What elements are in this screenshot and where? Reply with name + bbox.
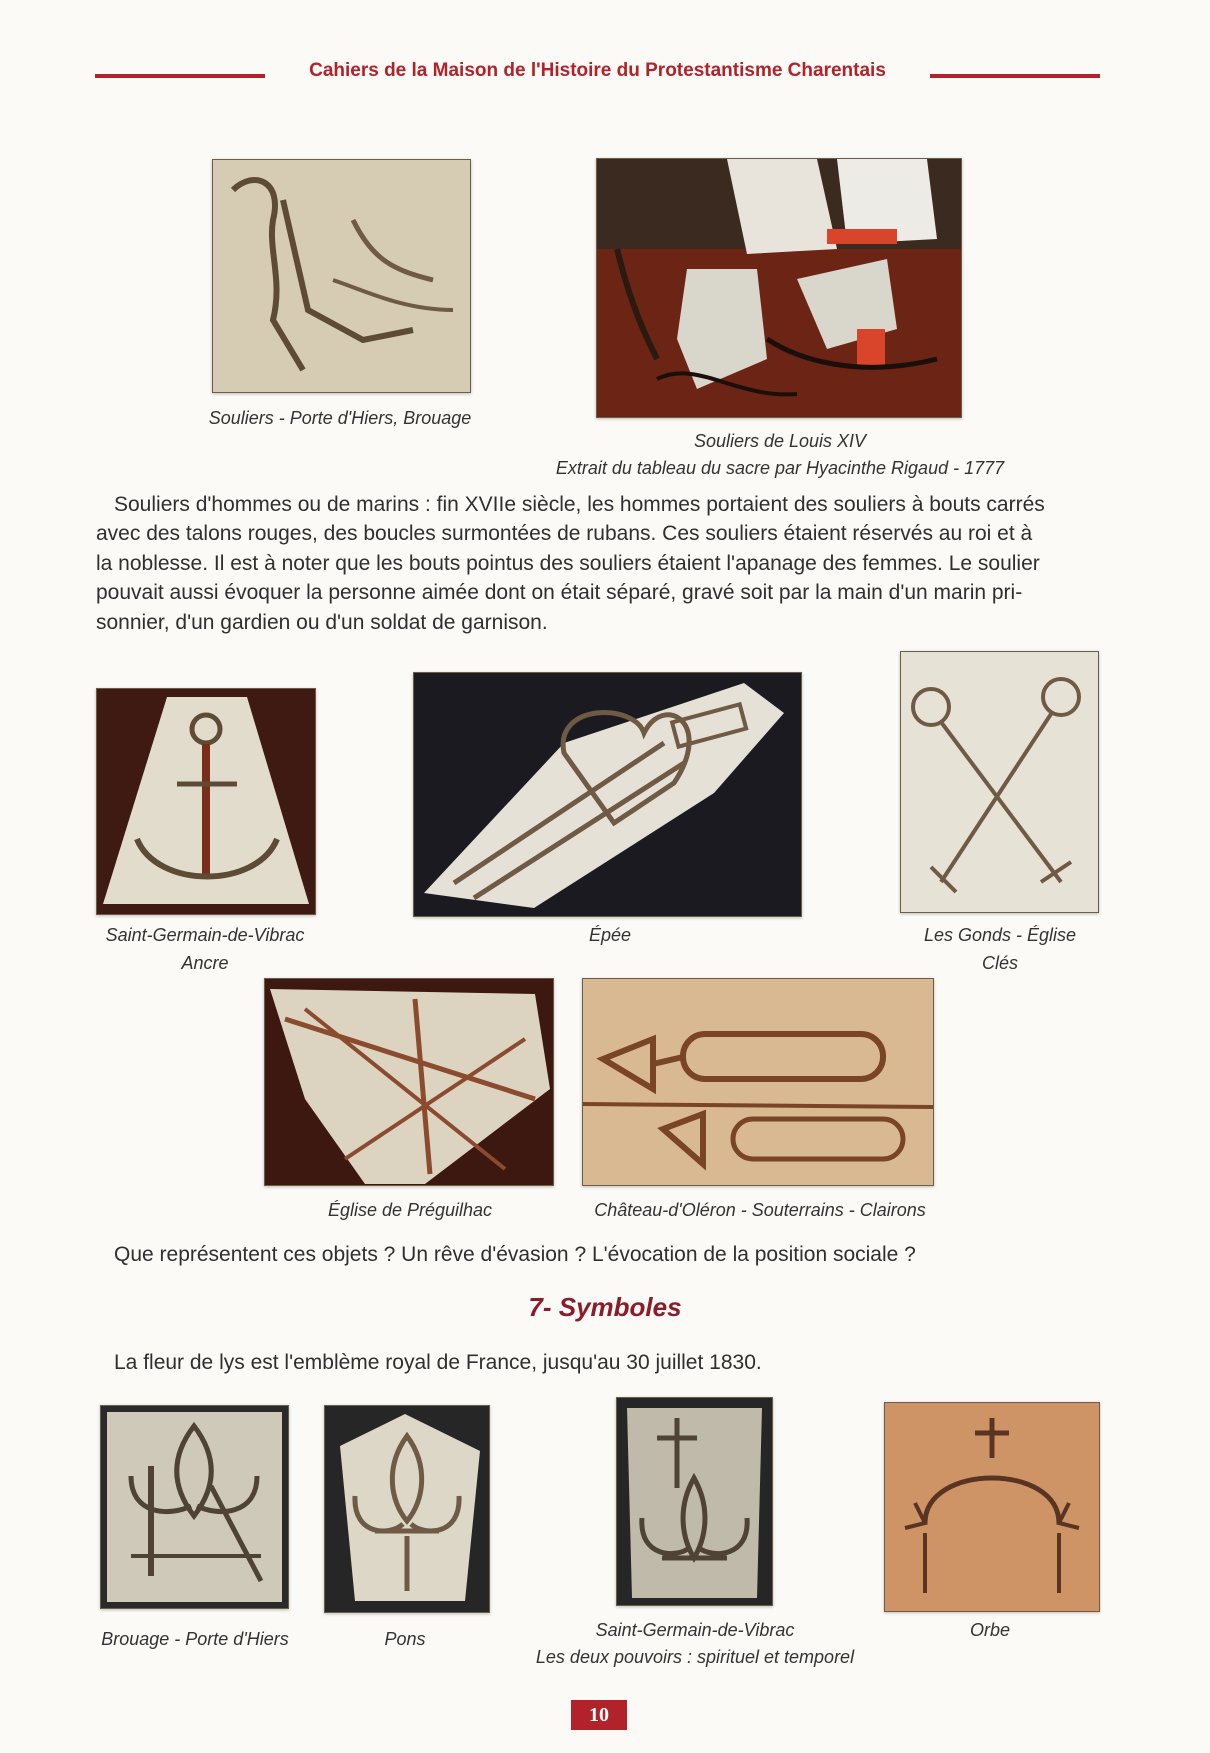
engraving-orb — [885, 1403, 1099, 1611]
paragraph-shoes-line2: avec des talons rouges, des boucles surmontées de rubans. Ces souliers étaient réservés au roi et à — [96, 522, 1033, 545]
caption-anchor-line1: Saint-Germain-de-Vibrac — [105, 925, 305, 945]
header-title — [95, 60, 1100, 82]
paragraph-lys: La fleur de lys est l'emblème royal de France, jusqu'au 30 juillet 1830. — [114, 1351, 762, 1374]
caption-anchor-line2: Ancre — [181, 953, 229, 973]
caption-orbe: Orbe — [969, 1620, 1011, 1640]
photo-brouage-lys — [100, 1405, 289, 1609]
engraving-lys-pons — [325, 1406, 489, 1612]
engraving-anchor — [97, 689, 315, 914]
caption-louis-line1: Souliers de Louis XIV — [693, 431, 867, 451]
photo-pons-lys — [324, 1405, 490, 1613]
caption-vibrac-line1: Saint-Germain-de-Vibrac — [595, 1620, 795, 1640]
engraving-trumpets — [583, 979, 933, 1185]
photo-souliers-brouage — [212, 159, 471, 393]
photo-ancre — [96, 688, 316, 915]
caption-keys-line2: Clés — [981, 953, 1018, 973]
running-header — [95, 58, 1100, 88]
section-title: 7- Symboles — [528, 1292, 682, 1322]
page-number: 10 — [571, 1700, 627, 1730]
painting-shoes — [597, 159, 961, 417]
photo-souliers-louis-xiv — [596, 158, 962, 418]
engraving-sword — [414, 673, 801, 916]
caption-pons: Pons — [384, 1629, 426, 1649]
caption-preguilhac: Église de Préguilhac — [327, 1200, 493, 1220]
caption-louis-line2: Extrait du tableau du sacre par Hyacinthe Rigaud - 1777 — [555, 458, 1005, 478]
photo-cles — [900, 651, 1099, 913]
engraving-lys-vibrac — [617, 1398, 772, 1605]
engraving-cross — [265, 979, 553, 1185]
engraving-lys-brouage — [101, 1406, 288, 1608]
paragraph-shoes-line4: pouvait aussi évoquer la personne aimée dont on était séparé, gravé soit par la main d'un marin pri- — [96, 581, 1023, 604]
caption-vibrac-line2: Les deux pouvoirs : spirituel et temporel — [535, 1647, 855, 1667]
photo-orbe — [884, 1402, 1100, 1612]
paragraph-shoes-line1: Souliers d'hommes ou de marins : fin XVIIe siècle, les hommes portaient des souliers à bouts carrés — [114, 493, 1045, 516]
photo-epee — [413, 672, 802, 917]
engraving-keys — [901, 652, 1098, 912]
caption-keys-line1: Les Gonds - Église — [923, 925, 1077, 945]
caption-clairons: Château-d'Oléron - Souterrains - Clairons — [594, 1200, 926, 1220]
photo-vibrac-lys — [616, 1397, 773, 1606]
engraving-shoes — [213, 160, 470, 392]
caption-souliers-brouage: Souliers - Porte d'Hiers, Brouage — [208, 408, 472, 428]
paragraph-shoes-line3: la noblesse. Il est à noter que les bouts pointus des souliers étaient l'apanage des femmes. Le soulier — [96, 552, 1040, 575]
caption-brouage: Brouage - Porte d'Hiers — [101, 1629, 289, 1649]
paragraph-shoes-line5: sonnier, d'un gardien ou d'un soldat de garnison. — [96, 611, 548, 634]
header-title-text: Cahiers de la Maison de l'Histoire du Protestantisme Charentais — [301, 60, 894, 81]
caption-sword: Épée — [588, 925, 632, 945]
photo-clairons — [582, 978, 934, 1186]
paragraph-question: Que représentent ces objets ? Un rêve d'évasion ? L'évocation de la position sociale ? — [114, 1243, 916, 1266]
photo-preguilhac — [264, 978, 554, 1186]
